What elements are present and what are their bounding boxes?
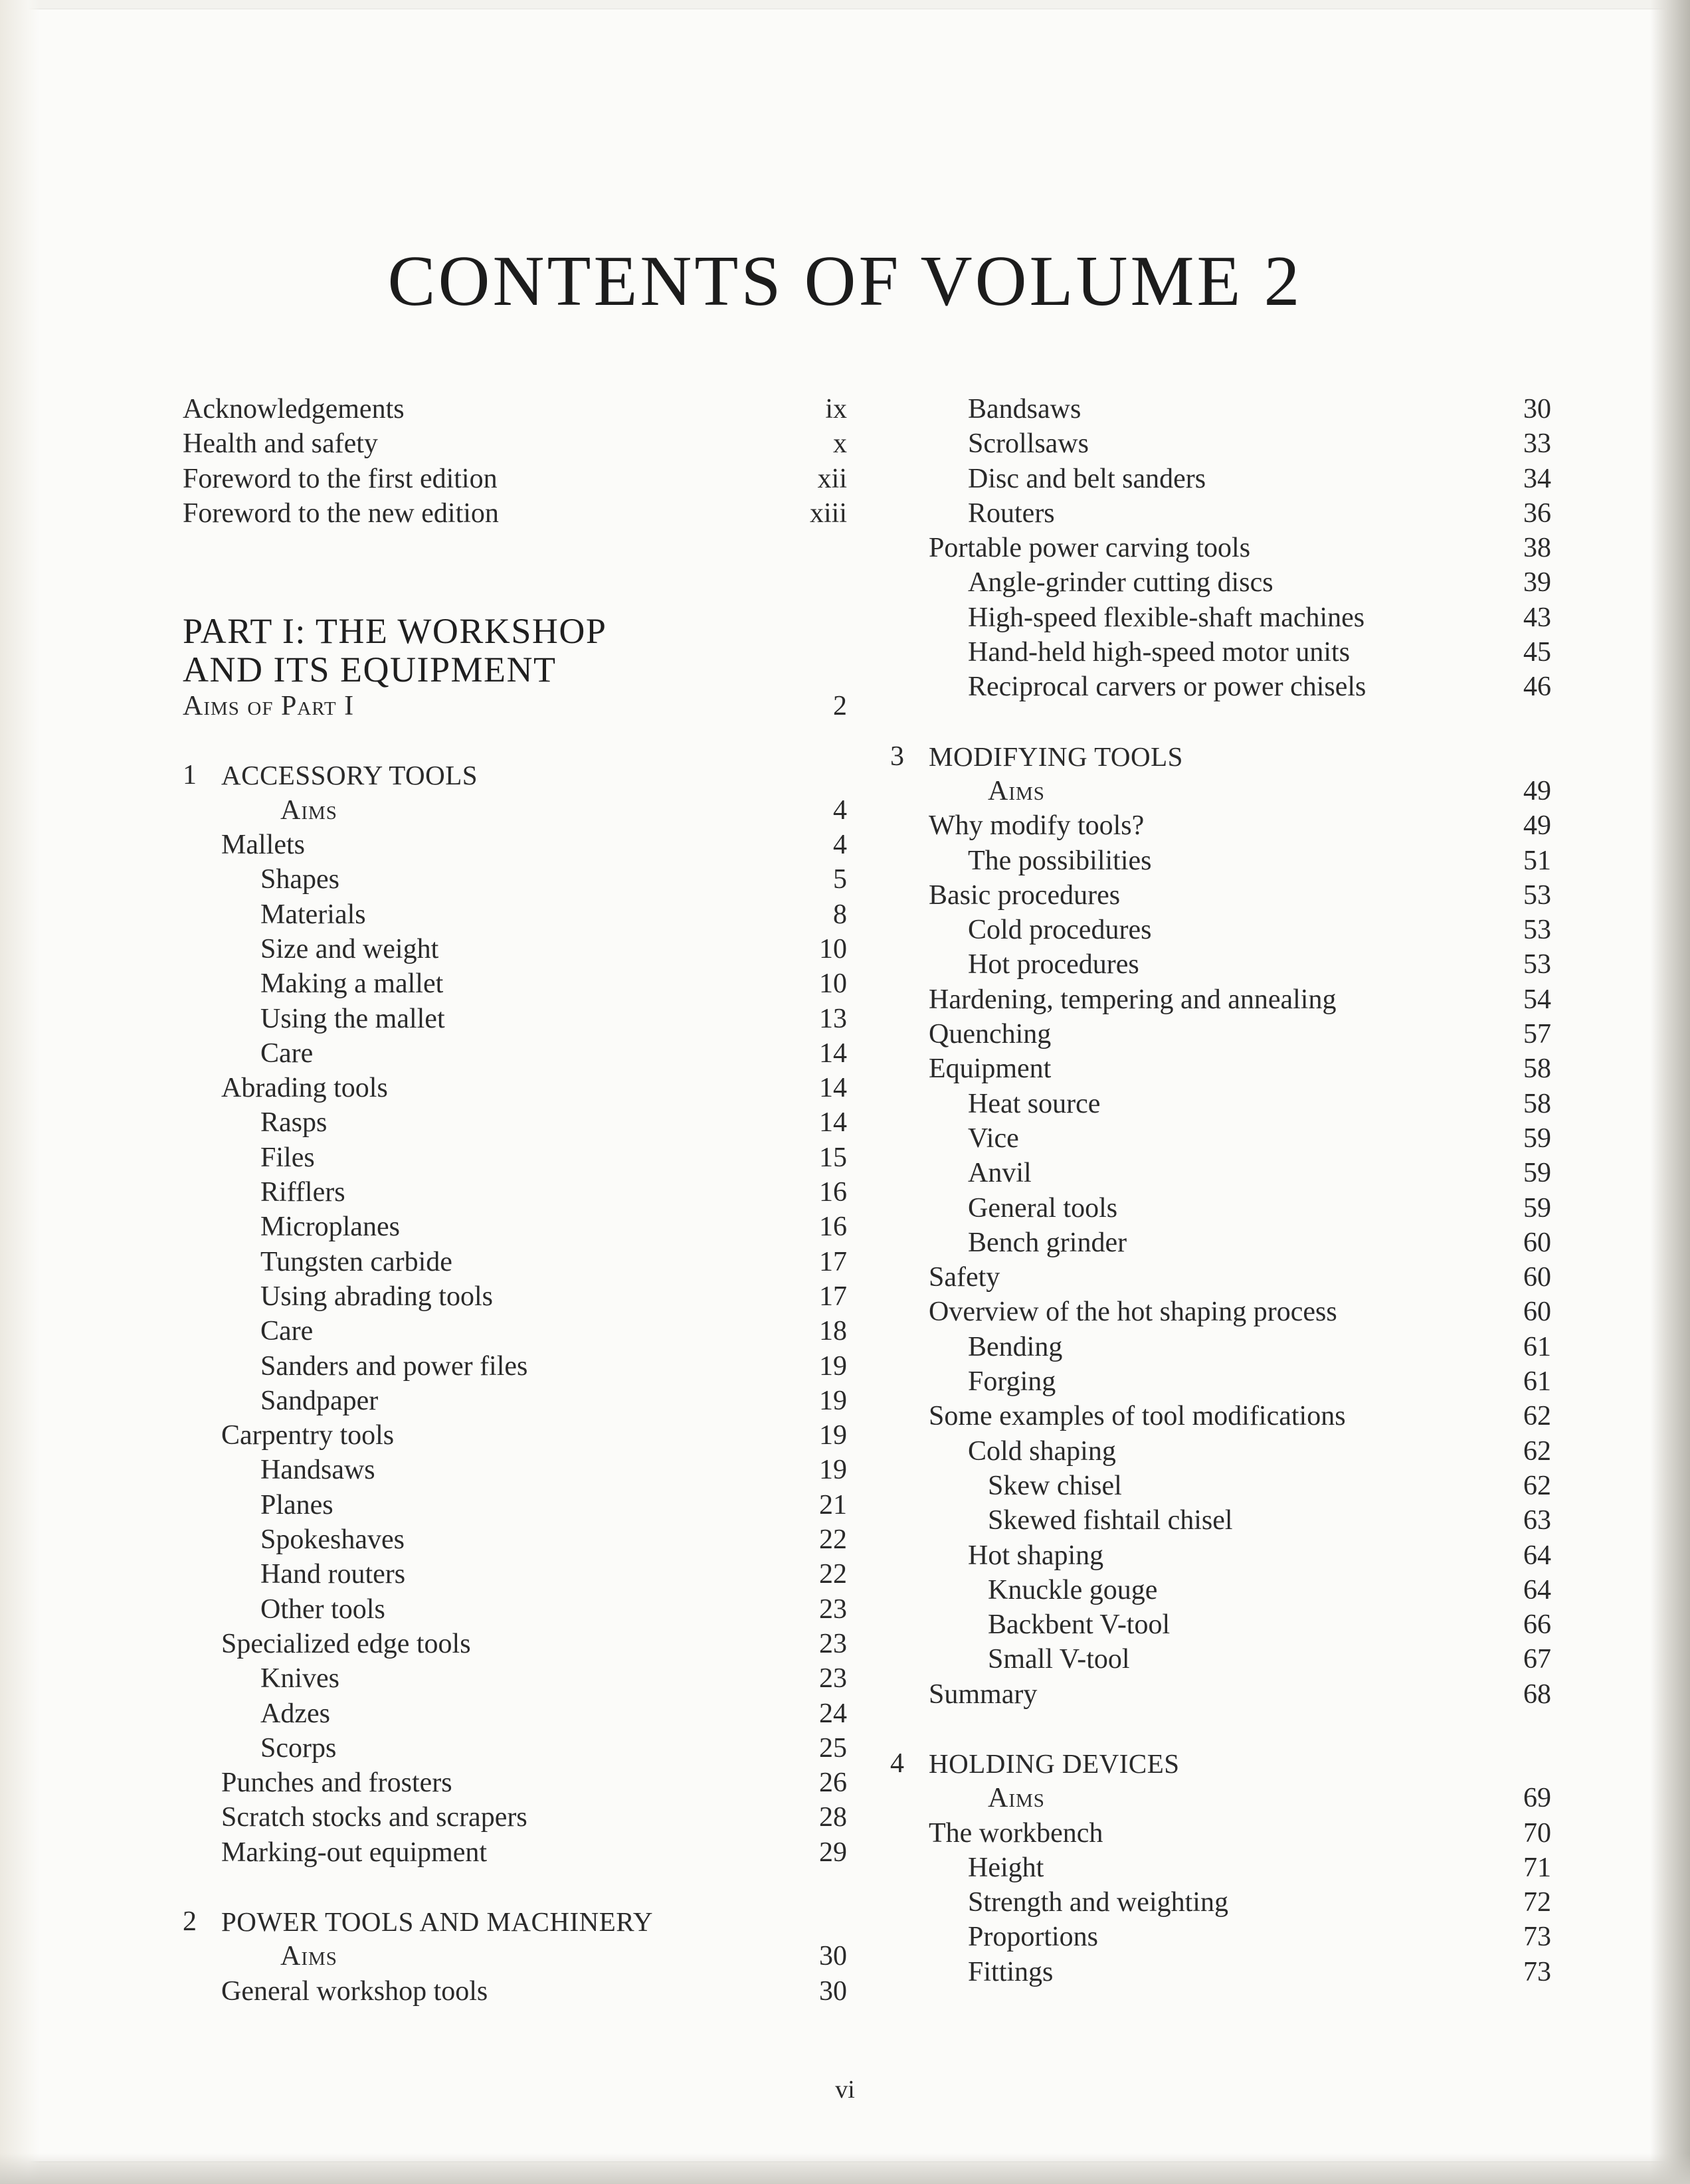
- toc-entry-page: x: [833, 428, 847, 460]
- toc-entry[interactable]: [890, 1503, 1551, 1538]
- toc-entry[interactable]: [890, 1226, 1551, 1260]
- toc-entry-page: 67: [1523, 1644, 1551, 1675]
- toc-entry[interactable]: [890, 462, 1551, 496]
- toc-entry-page: 29: [819, 1837, 847, 1868]
- toc-entry-text: Disc and belt sanders: [968, 463, 1206, 494]
- toc-entry-page: 71: [1523, 1852, 1551, 1883]
- toc-entry-text: Mallets: [221, 830, 305, 861]
- toc-entry-text: Backbent V-tool: [988, 1609, 1171, 1641]
- toc-entry[interactable]: [890, 1781, 1551, 1815]
- toc-entry[interactable]: [183, 828, 847, 862]
- toc-entry-text: Reciprocal carvers or power chisels: [968, 672, 1366, 703]
- toc-entry-page: 53: [1523, 949, 1551, 980]
- toc-entry-text: Acknowledgements: [183, 394, 405, 424]
- toc-entry[interactable]: [183, 1592, 847, 1627]
- chapter-1-entries: [183, 793, 847, 1870]
- toc-entry[interactable]: [890, 913, 1551, 947]
- toc-entry[interactable]: [890, 1399, 1551, 1433]
- toc-entry-page: 15: [819, 1142, 847, 1173]
- toc-entry-text: Aims: [280, 794, 337, 826]
- toc-entry-text: Skewed fishtail chisel: [988, 1505, 1233, 1536]
- toc-entry-page: 49: [1523, 810, 1551, 842]
- toc-entry[interactable]: [890, 426, 1551, 461]
- toc-entry[interactable]: [890, 1017, 1551, 1051]
- toc-entry[interactable]: [890, 496, 1551, 531]
- toc-entry[interactable]: [183, 1175, 847, 1210]
- toc-entry-text: Equipment: [929, 1053, 1052, 1085]
- toc-entry[interactable]: [183, 1140, 847, 1175]
- chapter-title: HOLDING DEVICES: [929, 1748, 1180, 1779]
- page-edge-shadow: [1650, 0, 1690, 2184]
- toc-entry[interactable]: [183, 1349, 847, 1384]
- toc-entry[interactable]: [890, 1260, 1551, 1295]
- toc-entry-text: Health and safety: [183, 428, 378, 460]
- toc-entry-text: Size and weight: [260, 933, 439, 964]
- toc-entry-page: ix: [825, 394, 847, 424]
- toc-entry[interactable]: [183, 1245, 847, 1279]
- front-matter-list: [183, 392, 847, 531]
- toc-entry-text: Hot procedures: [968, 949, 1139, 980]
- toc-entry-text: Sandpaper: [260, 1385, 379, 1416]
- chapter-number: 1: [183, 760, 197, 791]
- toc-entry[interactable]: [890, 774, 1551, 808]
- toc-entry-page: 61: [1523, 1331, 1551, 1362]
- page-number: vi: [835, 2076, 855, 2104]
- toc-entry-page: 54: [1523, 984, 1551, 1015]
- part-heading: [183, 612, 847, 689]
- toc-entry[interactable]: [183, 1800, 847, 1835]
- toc-entry-text: Abrading tools: [221, 1073, 388, 1104]
- toc-entry-page: 10: [819, 968, 847, 1000]
- toc-entry-text: Scorps: [260, 1732, 337, 1764]
- chapter-title: POWER TOOLS AND MACHINERY: [221, 1906, 653, 1937]
- toc-entry-page: 51: [1523, 845, 1551, 876]
- page-bottom-shadow: [0, 2153, 1690, 2184]
- toc-entry-text: Anvil: [968, 1158, 1032, 1189]
- toc-entry-text: Bending: [968, 1331, 1063, 1362]
- toc-entry-page: 30: [1523, 394, 1551, 424]
- toc-entry-page: 18: [819, 1316, 847, 1347]
- toc-left-column: [183, 392, 847, 2009]
- toc-entry[interactable]: [890, 1816, 1551, 1851]
- toc-entry[interactable]: [183, 1731, 847, 1766]
- toc-entry[interactable]: [183, 1418, 847, 1453]
- toc-entry[interactable]: [890, 1156, 1551, 1190]
- toc-entry-page: 24: [819, 1698, 847, 1729]
- toc-entry-text: Knuckle gouge: [988, 1574, 1158, 1605]
- toc-entry-part-aims[interactable]: [183, 689, 847, 723]
- toc-entry[interactable]: [183, 1696, 847, 1731]
- toc-entry-page: 19: [819, 1350, 847, 1382]
- toc-entry-text: Handsaws: [260, 1455, 375, 1486]
- toc-entry[interactable]: [183, 1974, 847, 2009]
- toc-entry[interactable]: [183, 1522, 847, 1557]
- toc-entry-text: Heat source: [968, 1088, 1101, 1119]
- toc-right-column: [890, 392, 1551, 1989]
- toc-entry-page: 73: [1523, 1956, 1551, 1987]
- toc-entry-text: Other tools: [260, 1593, 385, 1625]
- toc-entry-page: 2: [833, 691, 847, 722]
- toc-entry-page: 23: [819, 1663, 847, 1694]
- toc-entry-page: 14: [819, 1073, 847, 1104]
- toc-entry-text: Portable power carving tools: [929, 533, 1251, 564]
- toc-entry-page: 59: [1523, 1123, 1551, 1154]
- toc-entry[interactable]: [183, 1557, 847, 1592]
- toc-entry-page: 59: [1523, 1192, 1551, 1224]
- toc-entry-page: 61: [1523, 1366, 1551, 1398]
- toc-entry-text: Aims of Part I: [183, 691, 355, 722]
- toc-entry[interactable]: [183, 426, 847, 461]
- toc-entry-text: General workshop tools: [221, 1975, 488, 2007]
- toc-entry[interactable]: [183, 1071, 847, 1105]
- toc-entry-page: 19: [819, 1455, 847, 1486]
- toc-entry[interactable]: [183, 1835, 847, 1870]
- chapter-2-entries: [183, 1939, 847, 2009]
- toc-entry-text: Spokeshaves: [260, 1524, 405, 1556]
- toc-entry[interactable]: [183, 1453, 847, 1487]
- toc-entry-text: Using abrading tools: [260, 1281, 493, 1312]
- toc-entry-page: 60: [1523, 1227, 1551, 1258]
- toc-entry-text: Punches and frosters: [221, 1768, 452, 1799]
- toc-entry-text: Care: [260, 1316, 314, 1347]
- toc-entry[interactable]: [183, 897, 847, 932]
- toc-entry-text: High-speed flexible-shaft machines: [968, 602, 1365, 633]
- toc-entry-page: 66: [1523, 1609, 1551, 1641]
- chapter-number: 3: [890, 741, 904, 772]
- toc-entry[interactable]: [890, 1295, 1551, 1329]
- toc-entry-text: Some examples of tool modifications: [929, 1401, 1346, 1432]
- toc-entry-page: 14: [819, 1038, 847, 1069]
- toc-entry-page: 39: [1523, 567, 1551, 598]
- toc-entry[interactable]: [890, 808, 1551, 843]
- page-title: CONTENTS OF VOLUME 2: [387, 242, 1303, 321]
- chapter-heading-4[interactable]: [890, 1746, 1551, 1781]
- part-heading-line2: AND ITS EQUIPMENT: [183, 650, 557, 690]
- toc-entry[interactable]: [890, 1885, 1551, 1920]
- toc-entry-page: 13: [819, 1003, 847, 1034]
- toc-entry-text: Proportions: [968, 1922, 1099, 1953]
- toc-entry-page: 72: [1523, 1887, 1551, 1918]
- toc-entry[interactable]: [890, 1364, 1551, 1399]
- toc-entry-text: General tools: [968, 1192, 1118, 1224]
- toc-entry[interactable]: [183, 1314, 847, 1348]
- toc-entry-page: 5: [833, 864, 847, 895]
- toc-entry[interactable]: [183, 1002, 847, 1036]
- toc-entry-page: 69: [1523, 1783, 1551, 1814]
- toc-entry-text: Scratch stocks and scrapers: [221, 1802, 527, 1833]
- toc-entry[interactable]: [890, 1955, 1551, 1989]
- toc-entry-text: Marking-out equipment: [221, 1837, 488, 1868]
- toc-entry-text: Skew chisel: [988, 1470, 1122, 1501]
- toc-entry-page: 25: [819, 1732, 847, 1764]
- toc-entry[interactable]: [183, 1384, 847, 1418]
- toc-entry[interactable]: [890, 600, 1551, 635]
- toc-entry[interactable]: [183, 966, 847, 1001]
- toc-entry-page: 17: [819, 1281, 847, 1312]
- toc-entry-page: 36: [1523, 498, 1551, 529]
- toc-entry-page: 45: [1523, 637, 1551, 668]
- toc-entry-text: Vice: [968, 1123, 1019, 1154]
- toc-entry-page: 64: [1523, 1540, 1551, 1571]
- chapter-heading-1[interactable]: [183, 758, 847, 792]
- toc-entry-text: Forging: [968, 1366, 1056, 1398]
- toc-entry[interactable]: [890, 844, 1551, 878]
- toc-entry-text: Hand-held high-speed motor units: [968, 637, 1351, 668]
- toc-entry-page: 19: [819, 1420, 847, 1451]
- toc-entry-page: 53: [1523, 879, 1551, 911]
- toc-entry-text: Routers: [968, 498, 1055, 529]
- toc-entry-text: Foreword to the new edition: [183, 498, 499, 529]
- toc-entry-text: Materials: [260, 899, 366, 930]
- toc-entry[interactable]: [183, 1210, 847, 1244]
- toc-entry-text: Hot shaping: [968, 1540, 1104, 1571]
- toc-entry[interactable]: [183, 1939, 847, 1973]
- toc-entry-text: Using the mallet: [260, 1003, 445, 1034]
- chapter-number: 2: [183, 1906, 197, 1937]
- toc-entry[interactable]: [890, 1330, 1551, 1364]
- toc-entry-page: 59: [1523, 1158, 1551, 1189]
- toc-entry-page: 16: [819, 1177, 847, 1208]
- toc-entry-text: Specialized edge tools: [221, 1628, 471, 1659]
- toc-entry-page: 28: [819, 1802, 847, 1833]
- toc-entry[interactable]: [890, 1607, 1551, 1642]
- toc-entry-text: Summary: [929, 1679, 1038, 1710]
- toc-entry-text: Aims: [988, 1783, 1045, 1814]
- toc-entry[interactable]: [890, 1191, 1551, 1226]
- toc-entry-page: 60: [1523, 1262, 1551, 1293]
- toc-entry[interactable]: [890, 1121, 1551, 1156]
- toc-entry-page: 64: [1523, 1574, 1551, 1605]
- toc-entry-page: 57: [1523, 1019, 1551, 1050]
- toc-entry-text: Shapes: [260, 864, 339, 895]
- toc-entry-page: 30: [819, 1941, 847, 1972]
- toc-entry-text: Making a mallet: [260, 968, 444, 1000]
- toc-entry-text: Strength and weighting: [968, 1887, 1228, 1918]
- toc-entry-page: 8: [833, 899, 847, 930]
- toc-entry[interactable]: [890, 1538, 1551, 1573]
- toc-entry[interactable]: [890, 392, 1551, 426]
- toc-entry[interactable]: [890, 1677, 1551, 1712]
- toc-entry-text: Files: [260, 1142, 315, 1173]
- toc-entry-text: Adzes: [260, 1698, 330, 1729]
- toc-entry[interactable]: [183, 793, 847, 828]
- toc-entry-text: Planes: [260, 1489, 333, 1520]
- toc-entry[interactable]: [183, 862, 847, 897]
- toc-entry[interactable]: [183, 1036, 847, 1071]
- toc-entry-page: 4: [833, 830, 847, 861]
- toc-entry[interactable]: [890, 1920, 1551, 1954]
- toc-entry-page: 53: [1523, 915, 1551, 946]
- toc-entry[interactable]: [183, 1661, 847, 1696]
- toc-entry[interactable]: [183, 462, 847, 496]
- toc-entry[interactable]: [890, 670, 1551, 704]
- toc-entry-page: 58: [1523, 1053, 1551, 1085]
- toc-entry-page: 33: [1523, 428, 1551, 460]
- toc-entry-page: 10: [819, 933, 847, 964]
- toc-entry-page: xii: [817, 463, 847, 494]
- chapter-heading-2[interactable]: [183, 1904, 847, 1939]
- toc-entry[interactable]: [183, 932, 847, 966]
- toc-entry-page: 23: [819, 1593, 847, 1625]
- toc-entry-text: Rifflers: [260, 1177, 345, 1208]
- toc-entry[interactable]: [890, 982, 1551, 1017]
- toc-entry-text: Hand routers: [260, 1559, 406, 1590]
- toc-entry-page: 46: [1523, 672, 1551, 703]
- toc-entry[interactable]: [890, 635, 1551, 670]
- toc-entry-text: The possibilities: [968, 845, 1152, 876]
- toc-entry[interactable]: [890, 947, 1551, 982]
- toc-entry-text: Why modify tools?: [929, 810, 1145, 842]
- toc-entry-page: 62: [1523, 1401, 1551, 1432]
- chapter-3-entries: [890, 774, 1551, 1712]
- toc-entry[interactable]: [183, 1105, 847, 1140]
- chapter-4-entries: [890, 1781, 1551, 1989]
- toc-entry-text: Knives: [260, 1663, 339, 1694]
- toc-entry[interactable]: [890, 531, 1551, 565]
- toc-entry[interactable]: [890, 1851, 1551, 1885]
- toc-entry[interactable]: [183, 496, 847, 531]
- toc-entry-page: 14: [819, 1107, 847, 1138]
- toc-entry[interactable]: [183, 1766, 847, 1800]
- toc-entry-page: 26: [819, 1768, 847, 1799]
- toc-entry-text: Height: [968, 1852, 1044, 1883]
- toc-entry-text: Small V-tool: [988, 1644, 1130, 1675]
- chapter-title: ACCESSORY TOOLS: [221, 760, 478, 791]
- toc-entry-text: Care: [260, 1038, 314, 1069]
- toc-entry-text: Fittings: [968, 1956, 1054, 1987]
- toc-entry-page: 4: [833, 794, 847, 826]
- toc-entry-text: Aims: [280, 1941, 337, 1972]
- toc-entry-page: 30: [819, 1975, 847, 2007]
- toc-entry-text: Quenching: [929, 1019, 1052, 1050]
- page-binding-shadow: [0, 0, 40, 2184]
- toc-entry-text: Basic procedures: [929, 879, 1121, 911]
- toc-entry-text: Overview of the hot shaping process: [929, 1297, 1337, 1328]
- toc-entry-page: 68: [1523, 1679, 1551, 1710]
- toc-entry-page: 70: [1523, 1817, 1551, 1849]
- toc-entry-page: 22: [819, 1524, 847, 1556]
- toc-entry[interactable]: [183, 1279, 847, 1314]
- toc-entry[interactable]: [183, 1627, 847, 1661]
- toc-entry-page: 23: [819, 1628, 847, 1659]
- toc-entry[interactable]: [890, 1469, 1551, 1503]
- chapter-number: 4: [890, 1748, 904, 1779]
- chapter-heading-3[interactable]: [890, 739, 1551, 774]
- toc-entry-page: 58: [1523, 1088, 1551, 1119]
- toc-entry-text: Cold shaping: [968, 1435, 1116, 1467]
- toc-entry-page: 21: [819, 1489, 847, 1520]
- toc-entry-page: 19: [819, 1385, 847, 1416]
- toc-entry-text: Cold procedures: [968, 915, 1152, 946]
- toc-entry-page: 16: [819, 1212, 847, 1243]
- toc-entry-page: 63: [1523, 1505, 1551, 1536]
- toc-entry-text: Angle-grinder cutting discs: [968, 567, 1273, 598]
- toc-entry-page: 38: [1523, 533, 1551, 564]
- toc-entry-text: The workbench: [929, 1817, 1103, 1849]
- toc-entry-text: Tungsten carbide: [260, 1246, 452, 1277]
- toc-entry-page: 49: [1523, 775, 1551, 806]
- toc-entry-page: xiii: [809, 498, 847, 529]
- part-heading-line1: PART I: THE WORKSHOP: [183, 611, 607, 652]
- toc-entry-text: Microplanes: [260, 1212, 400, 1243]
- toc-entry-page: 73: [1523, 1922, 1551, 1953]
- toc-entry-page: 34: [1523, 463, 1551, 494]
- toc-entry[interactable]: [890, 1573, 1551, 1607]
- toc-entry[interactable]: [183, 392, 847, 426]
- toc-entry-text: Sanders and power files: [260, 1350, 528, 1382]
- toc-entry[interactable]: [890, 565, 1551, 600]
- toc-entry[interactable]: [890, 1051, 1551, 1086]
- toc-entry-text: Rasps: [260, 1107, 328, 1138]
- toc-entry[interactable]: [890, 1434, 1551, 1469]
- toc-entry-text: Bench grinder: [968, 1227, 1127, 1258]
- toc-entry-text: Hardening, tempering and annealing: [929, 984, 1337, 1015]
- toc-entry-page: 22: [819, 1559, 847, 1590]
- toc-entry[interactable]: [890, 1087, 1551, 1121]
- toc-entry[interactable]: [890, 878, 1551, 913]
- toc-entry-page: 62: [1523, 1470, 1551, 1501]
- toc-entry-page: 60: [1523, 1297, 1551, 1328]
- chapter-title: MODIFYING TOOLS: [929, 741, 1183, 772]
- toc-entry-text: Scrollsaws: [968, 428, 1089, 460]
- toc-entry-text: Aims: [988, 775, 1045, 806]
- toc-entry-text: Foreword to the first edition: [183, 463, 498, 494]
- toc-entry-text: Bandsaws: [968, 394, 1081, 424]
- toc-entry-page: 62: [1523, 1435, 1551, 1467]
- chapter-2-continued-entries: [890, 392, 1551, 705]
- toc-entry-text: Carpentry tools: [221, 1420, 395, 1451]
- toc-entry[interactable]: [890, 1642, 1551, 1677]
- toc-entry-text: Safety: [929, 1262, 1000, 1293]
- toc-entry-page: 43: [1523, 602, 1551, 633]
- toc-entry[interactable]: [183, 1488, 847, 1522]
- toc-entry-page: 17: [819, 1246, 847, 1277]
